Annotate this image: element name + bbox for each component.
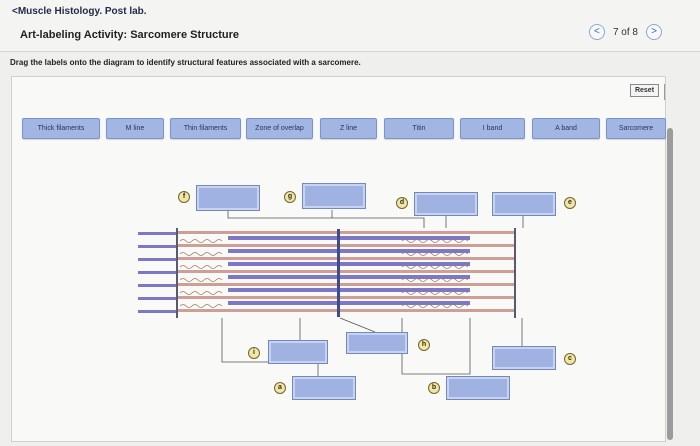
myosin-heads — [180, 305, 222, 308]
leader-line — [222, 318, 270, 362]
thin-filament — [178, 283, 515, 286]
reset-button[interactable]: Reset — [630, 84, 659, 97]
m-line-bar — [337, 229, 340, 317]
thick-filament-end — [138, 310, 176, 313]
myosin-heads — [180, 292, 222, 295]
left-thick-filaments — [138, 232, 176, 313]
thin-filament — [178, 231, 515, 234]
thick-filament — [228, 236, 470, 240]
thick-filament-end — [138, 297, 176, 300]
activity-title: Art-labeling Activity: Sarcomere Structure — [20, 29, 240, 41]
drop-target-e[interactable] — [492, 192, 556, 216]
thick-filament — [228, 249, 470, 253]
z-line-right — [514, 228, 516, 318]
thick-filament — [228, 288, 470, 292]
leader-line — [340, 318, 375, 332]
page-indicator: 7 of 8 — [612, 26, 638, 38]
drop-target-f[interactable] — [196, 185, 260, 211]
thick-filament-end — [138, 271, 176, 274]
thin-filament — [178, 309, 515, 312]
marker-g: g — [284, 191, 296, 203]
m-line — [337, 229, 340, 317]
label-chip-i-band[interactable]: I band — [460, 118, 525, 139]
z-disc — [514, 228, 516, 318]
back-link[interactable]: <Muscle Histology. Post lab. — [12, 6, 147, 17]
drop-target-d[interactable] — [414, 192, 478, 216]
label-chip-m-line[interactable]: M line — [106, 118, 164, 139]
label-chip-thin-filaments[interactable]: Thin filaments — [170, 118, 241, 139]
leader-line — [444, 318, 470, 374]
thin-filaments — [178, 231, 515, 312]
thin-filament — [178, 296, 515, 299]
thick-filament-end — [138, 232, 176, 235]
myosin-heads — [180, 240, 222, 243]
thin-filament — [178, 270, 515, 273]
marker-c: c — [564, 353, 576, 365]
drop-target-i[interactable] — [268, 340, 328, 364]
drop-target-a[interactable] — [292, 376, 356, 400]
label-chip-thick-filaments[interactable]: Thick filaments — [22, 118, 100, 139]
marker-f: f — [178, 191, 190, 203]
z-disc — [176, 228, 178, 318]
marker-d: d — [396, 197, 408, 209]
myosin-heads — [180, 279, 222, 282]
drop-target-c[interactable] — [492, 346, 556, 370]
marker-a: a — [274, 382, 286, 394]
marker-e: e — [564, 197, 576, 209]
myosin-heads — [180, 266, 222, 269]
drop-target-g[interactable] — [302, 183, 366, 209]
leader-line — [228, 210, 424, 228]
prev-page-button[interactable]: < — [589, 24, 605, 40]
instruction-text: Drag the labels onto the diagram to identify structural features associated with a sarcomere. — [10, 58, 361, 67]
z-line-left — [176, 228, 178, 318]
label-chip-zone-of-overlap[interactable]: Zone of overlap — [246, 118, 313, 139]
marker-i: i — [248, 347, 260, 359]
drop-target-h[interactable] — [346, 332, 408, 354]
label-chip-sarcomere[interactable]: Sarcomere — [606, 118, 666, 139]
thin-filament — [178, 244, 515, 247]
thick-filament-end — [138, 245, 176, 248]
thick-filament — [228, 301, 470, 305]
marker-h: h — [418, 339, 430, 351]
drop-target-b[interactable] — [446, 376, 510, 400]
thick-filament-end — [138, 258, 176, 261]
myosin-heads — [180, 253, 222, 256]
thick-filament — [228, 275, 470, 279]
label-chip-z-line[interactable]: Z line — [320, 118, 377, 139]
thick-filament-end — [138, 284, 176, 287]
label-chip-titin[interactable]: Titin — [384, 118, 454, 139]
thick-filament — [228, 262, 470, 266]
thin-filament — [178, 257, 515, 260]
next-page-button[interactable]: > — [646, 24, 662, 40]
marker-b: b — [428, 382, 440, 394]
label-chip-a-band[interactable]: A band — [532, 118, 600, 139]
